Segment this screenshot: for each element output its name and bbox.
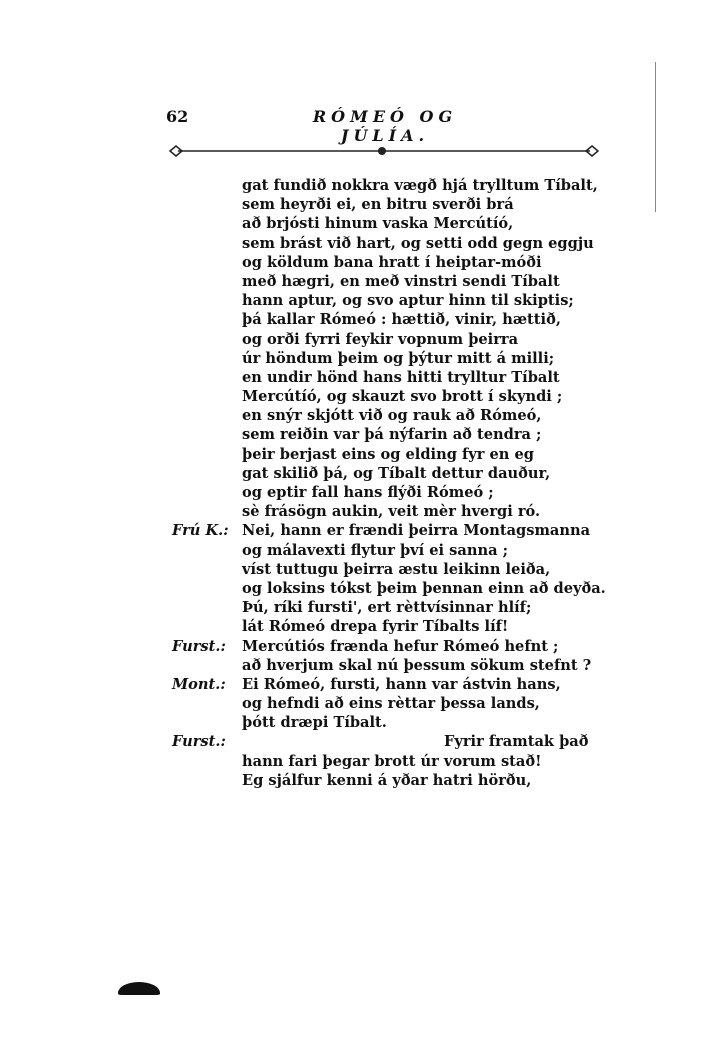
verse-line [0,272,720,291]
verse-line [0,349,720,368]
verse-line [0,464,720,483]
verse-text: þá kallar Rómeó : hættið, vinir, hættið, [242,311,561,329]
page-edge-line [655,62,656,212]
verse-line [0,310,720,329]
verse-line [0,368,720,387]
verse-text: að hverjum skal nú þessum sökum stefnt ? [242,656,592,674]
verse-line [0,732,720,751]
verse-text: gat skilið þá, og Tíbalt dettur dauður, [242,464,551,482]
verse-text: víst tuttugu þeirra æstu leikinn leiða, [242,560,551,578]
verse-text: en snýr skjótt við og rauk að Rómeó, [242,407,542,425]
speaker-label: Furst.: [172,637,226,655]
verse-line [0,617,720,636]
verse-line [0,521,720,540]
verse-line [0,330,720,349]
verse-line [0,637,720,656]
verse-line [0,176,720,195]
verse-text: hann aptur, og svo aptur hinn til skiptis; [242,292,574,310]
verse-line [0,656,720,675]
speaker-label: Mont.: [172,675,226,693]
verse-text: og málavexti flytur því ei sanna ; [242,541,508,559]
verse-text: lát Rómeó drepa fyrir Tíbalts líf! [242,618,509,636]
verse-text: gat fundið nokkra vægð hjá trylltum Tíbalt, [242,177,598,194]
verse-text: Fyrir framtak það [444,733,589,751]
verse-text: þótt dræpi Tíbalt. [242,714,387,732]
verse-line [0,387,720,406]
verse-line [0,675,720,694]
verse-line [0,291,720,310]
speaker-label: Frú K.: [172,522,229,540]
ink-blot [118,982,160,995]
verse-text: sem reiðin var þá nýfarin að tendra ; [242,426,542,444]
verse-text: og hefndi að eins rèttar þessa lands, [242,695,540,713]
verse-line [0,234,720,253]
verse-text: og eptir fall hans flýði Rómeó ; [242,484,494,501]
page-number: 62 [166,107,189,126]
verse-text: Nei, hann er frændi þeirra Montagsmanna [242,522,591,540]
verse-line [0,771,720,790]
verse-line [0,406,720,425]
running-title: RÓMEÓ OG JÚLÍA. [312,107,458,145]
verse-line [0,195,720,214]
verse-text: að brjósti hinum vaska Mercútíó, [242,215,514,233]
verse-line [0,560,720,579]
ornamental-rule [168,144,600,158]
verse-line [0,752,720,771]
verse-text: Ei Rómeó, fursti, hann var ástvin hans, [242,675,561,693]
verse-line [0,713,720,732]
verse-text: með hægri, en með vinstri sendi Tíbalt [242,272,560,290]
verse-line [0,541,720,560]
verse-line [0,214,720,233]
verse-text: og loksins tókst þeim þennan einn að deyða. [242,579,606,597]
verse-text: sem heyrði ei, en bitru sverði brá [242,196,514,214]
verse-text: þeir berjast eins og elding fyr en eg [242,445,534,463]
verse-line [0,579,720,598]
verse-line [0,253,720,272]
verse-text: úr höndum þeim og þýtur mitt á milli; [242,349,555,367]
verse-text: Þú, ríki fursti', ert rèttvísinnar hlíf; [242,599,532,617]
verse-text: hann fari þegar brott úr vorum stað! [242,752,542,770]
speaker-label: Furst.: [172,733,226,751]
verse-text: Mercútiós frænda hefur Rómeó hefnt ; [242,637,559,655]
verse-line [0,598,720,617]
verse-line [0,445,720,464]
verse-text: sem brást við hart, og setti odd gegn eggju [242,234,594,252]
verse-line [0,425,720,444]
verse-text: Mercútíó, og skauzt svo brott í skyndi ; [242,388,563,406]
verse-line [0,502,720,521]
verse-line [0,694,720,713]
verse-text: en undir hönd hans hitti trylltur Tíbalt [242,368,560,386]
verse-text: og köldum bana hratt í heiptar-móði [242,253,542,271]
verse-text: og orði fyrri feykir vopnum þeirra [242,330,519,348]
verse-line [0,483,720,502]
verse-text: Eg sjálfur kenni á yðar hatri hörðu, [242,771,532,789]
verse-body [0,176,720,790]
verse-text: sè frásögn aukin, veit mèr hvergi ró. [242,503,541,521]
